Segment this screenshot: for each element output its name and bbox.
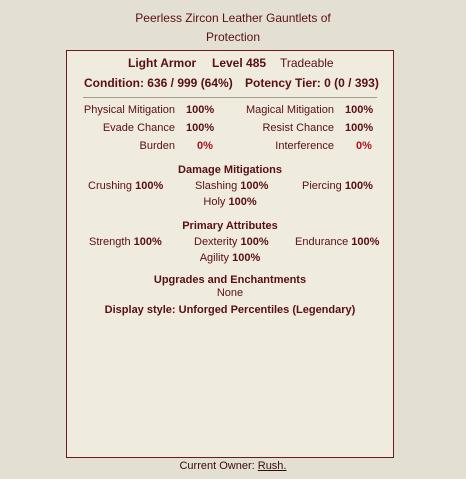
stat-value: 100% <box>345 104 374 116</box>
damage-mitigations-row <box>67 178 393 194</box>
piercing-label: Piercing <box>302 180 342 192</box>
divider <box>83 97 377 98</box>
stat-label: Evade Chance <box>102 122 175 134</box>
agility-value: 100% <box>232 252 261 264</box>
crushing-stat <box>88 178 163 194</box>
stat-label: Burden <box>139 140 175 152</box>
condition-row <box>67 76 393 92</box>
strength-value: 100% <box>133 236 162 248</box>
armor-type: Light Armor <box>128 56 197 70</box>
stat-row <box>67 119 393 137</box>
holy-label: Holy <box>203 196 226 208</box>
agility-label: Agility <box>199 252 230 264</box>
slashing-label: Slashing <box>195 180 238 192</box>
holy-value: 100% <box>228 196 257 208</box>
upgrades-value: None <box>216 287 244 299</box>
damage-mitigations-heading: Damage Mitigations <box>178 164 282 176</box>
upgrades-heading: Upgrades and Enchantments <box>153 274 307 286</box>
dexterity-stat <box>194 234 269 250</box>
stat-row <box>67 137 393 155</box>
slashing-value: 100% <box>240 180 269 192</box>
primary-attributes-heading: Primary Attributes <box>182 220 278 232</box>
stat-row <box>67 101 393 119</box>
owner-link[interactable]: Rush. <box>257 460 287 472</box>
piercing-stat <box>302 178 373 194</box>
dexterity-label: Dexterity <box>194 236 238 248</box>
display-style: Display style: Unforged Percentiles (Legendary) <box>104 304 356 316</box>
owner-label: Current Owner: <box>179 460 255 472</box>
item-title-line2: Protection <box>205 30 261 44</box>
potency-text: Potency Tier: 0 (0 / 393) <box>245 76 379 90</box>
stat-label: Resist Chance <box>262 122 334 134</box>
strength-label: Strength <box>89 236 131 248</box>
crushing-label: Crushing <box>88 180 133 192</box>
slashing-stat <box>195 178 268 194</box>
stats-table <box>67 101 393 155</box>
endurance-value: 100% <box>351 236 380 248</box>
item-details-panel <box>66 50 394 458</box>
stat-label: Physical Mitigation <box>83 104 175 116</box>
stat-value: 100% <box>186 104 215 116</box>
item-title <box>0 9 466 47</box>
primary-attributes-row <box>67 234 393 250</box>
item-headline <box>67 56 393 72</box>
dexterity-value: 100% <box>240 236 269 248</box>
endurance-label: Endurance <box>295 236 349 248</box>
owner-footer <box>0 460 466 472</box>
endurance-stat <box>295 234 379 250</box>
piercing-value: 100% <box>344 180 373 192</box>
stat-value: 100% <box>186 122 215 134</box>
condition-text: Condition: 636 / 999 (64%) <box>84 76 233 90</box>
item-level: Level 485 <box>212 56 267 70</box>
strength-stat <box>89 234 162 250</box>
stat-value: 0% <box>197 140 213 152</box>
holy-stat <box>67 194 393 210</box>
item-title-line1: Peerless Zircon Leather Gauntlets of <box>135 11 331 25</box>
crushing-value: 100% <box>135 180 164 192</box>
stat-label: Magical Mitigation <box>245 104 334 116</box>
stat-value: 100% <box>345 122 374 134</box>
stat-value: 0% <box>356 140 372 152</box>
tradeable-status: Tradeable <box>280 56 334 70</box>
agility-stat <box>67 250 393 266</box>
stat-label: Interference <box>275 140 334 152</box>
